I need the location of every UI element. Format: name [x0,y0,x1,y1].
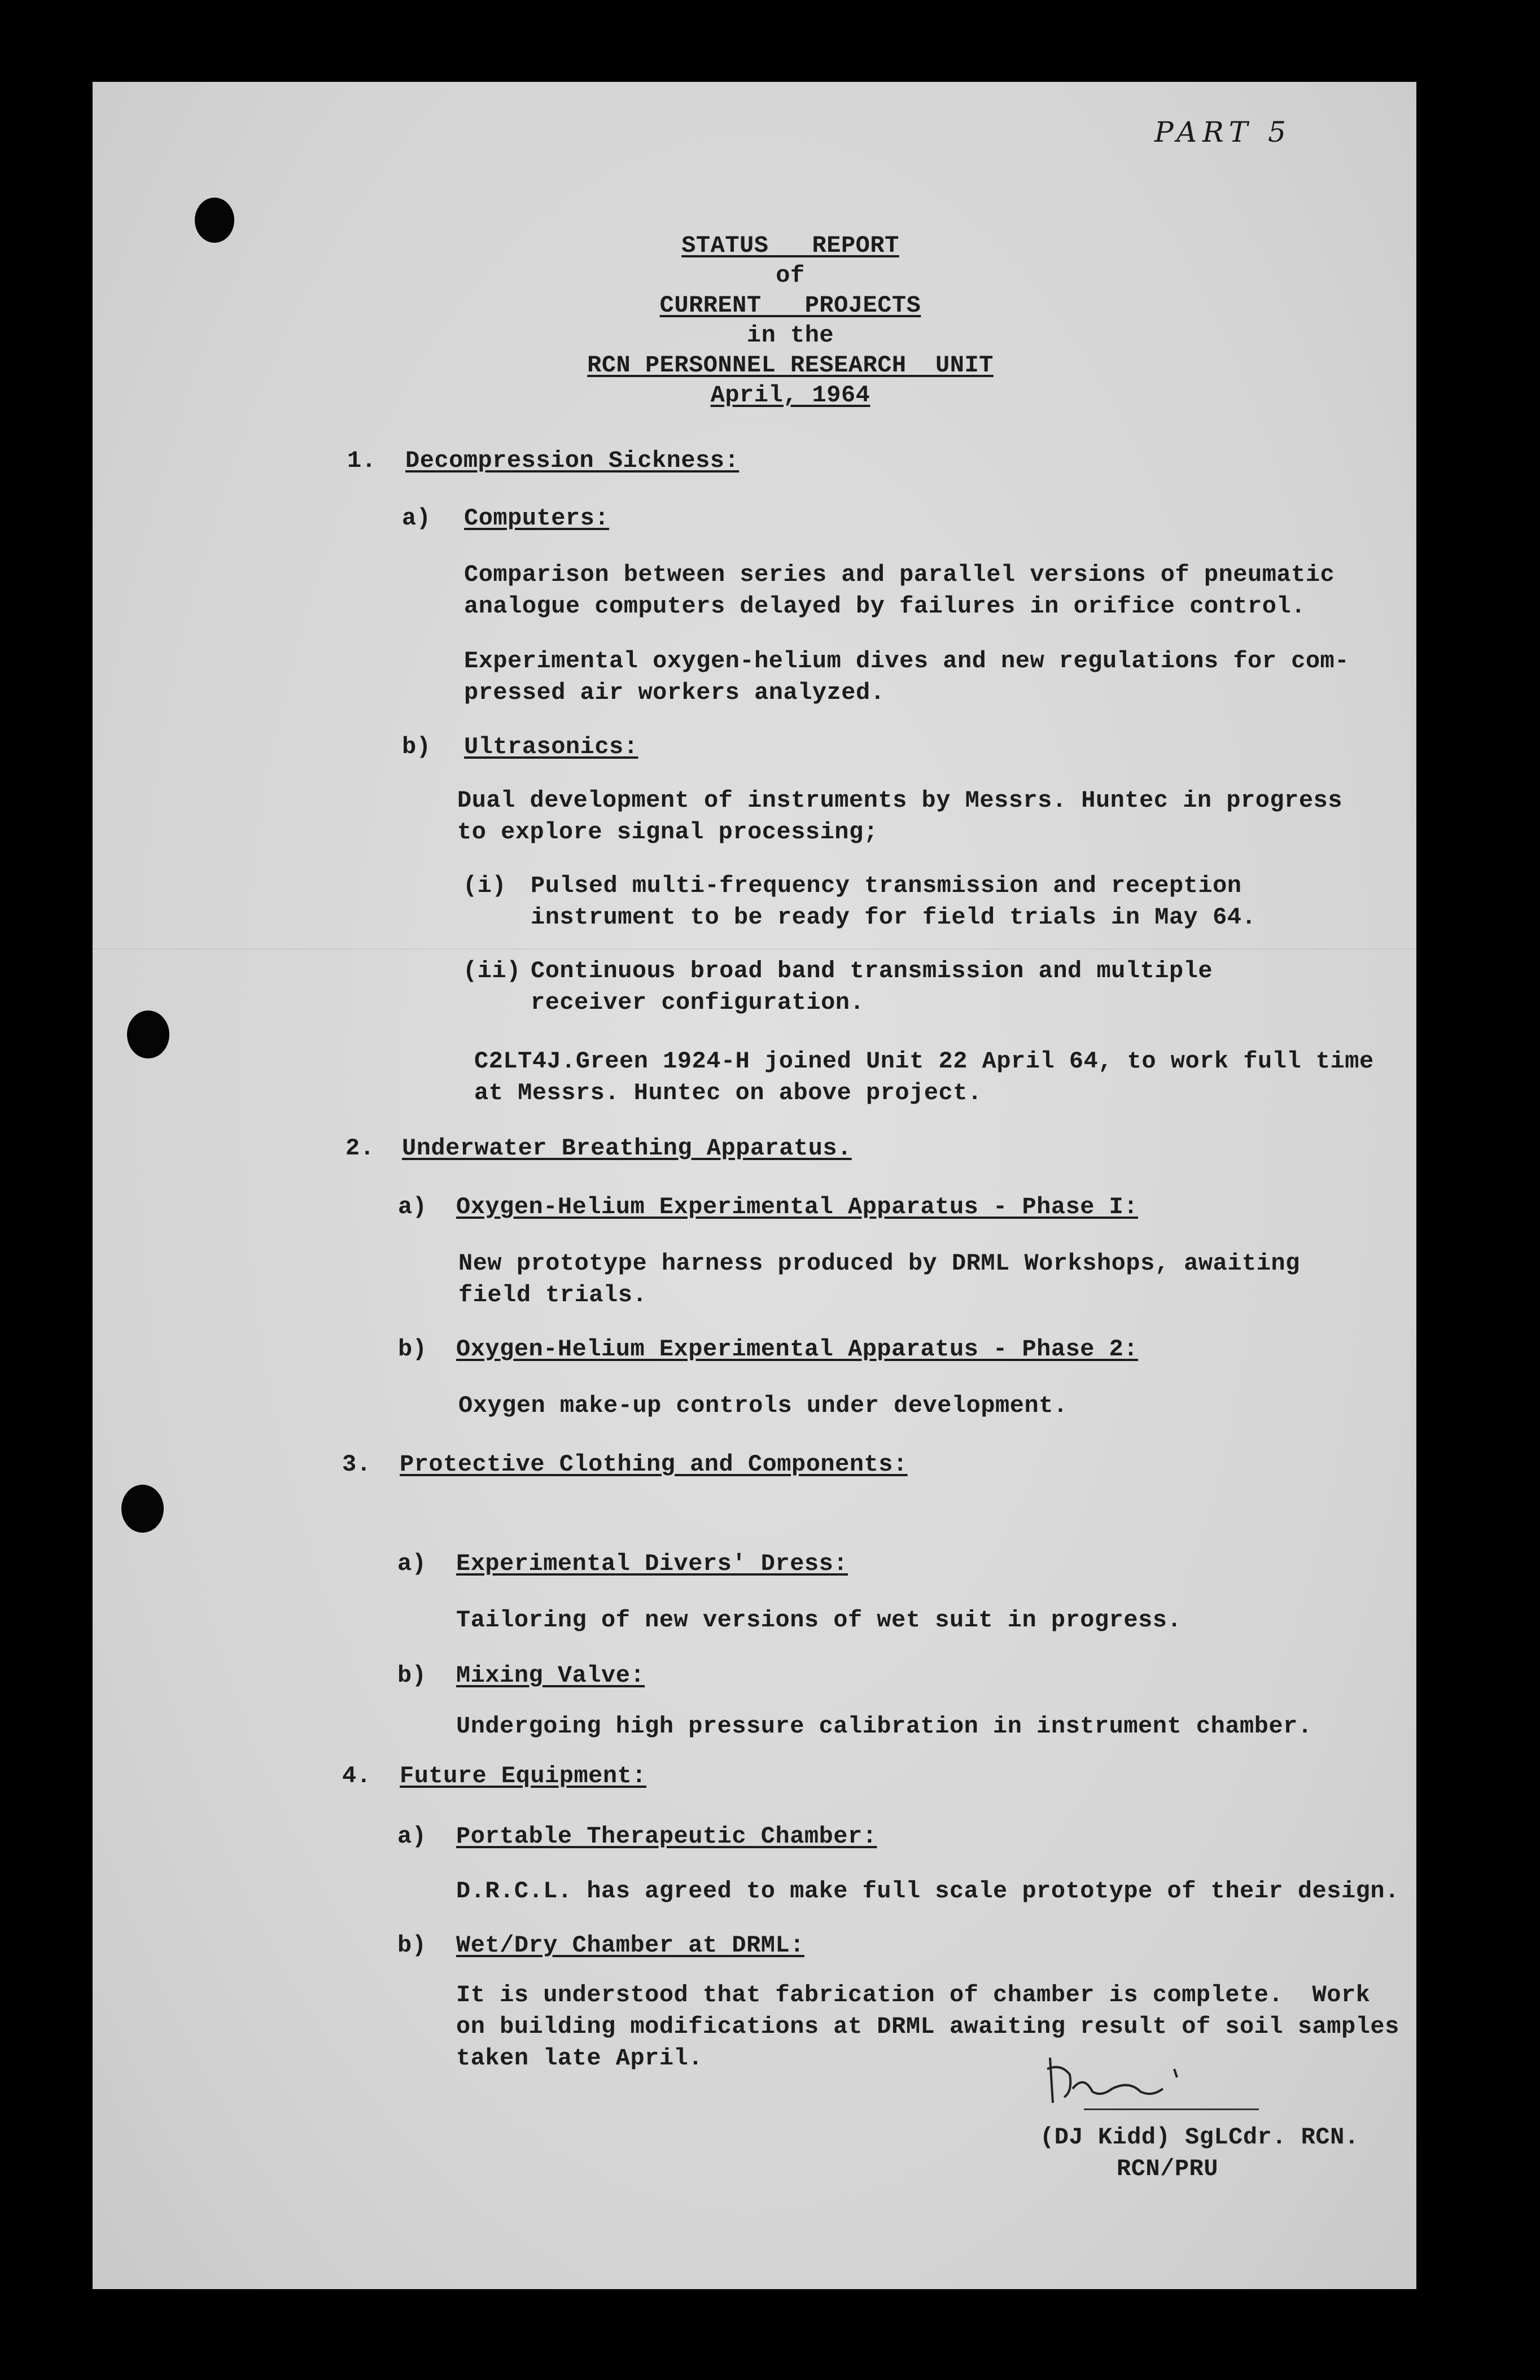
section-2-heading: Underwater Breathing Apparatus. [402,1135,852,1162]
title-line-3: CURRENT PROJECTS [659,292,921,319]
handwritten-signature [1039,2035,1276,2120]
section-4-number: 4. [342,1762,371,1790]
section-2a-para1-line1: New prototype harness produced by DRML Workshops, awaiting [458,1250,1300,1277]
section-1b-item-ii-line2: receiver configuration. [531,989,865,1016]
section-1b-para2-line2: at Messrs. Huntec on above project. [474,1079,982,1106]
section-1b-item-i-label: (i) [463,872,507,899]
punch-hole-top [195,198,234,243]
section-2a-label: a) [398,1193,427,1220]
handwritten-annotation: PART 5 [1154,116,1292,148]
section-2b-para1-line1: Oxygen make-up controls under development. [458,1392,1068,1419]
section-1b-heading: Ultrasonics: [464,733,638,760]
section-1b-item-ii-label: (ii) [463,957,521,985]
section-4-heading: Future Equipment: [400,1762,646,1790]
title-line-6: April, 1964 [710,382,870,409]
section-4a-label: a) [397,1823,427,1850]
fold-line [0,948,1540,950]
punch-hole-lower [121,1485,164,1533]
section-3-number: 3. [342,1451,371,1478]
section-4a-heading: Portable Therapeutic Chamber: [456,1823,877,1850]
title-line-2: of [776,262,805,289]
section-1a-para1-line2: analogue computers delayed by failures in orifice control. [464,593,1306,620]
section-1a-para2-line2: pressed air workers analyzed. [464,679,885,706]
section-3b-heading: Mixing Valve: [456,1662,645,1689]
section-1-heading: Decompression Sickness: [405,447,740,474]
punch-hole-middle [127,1010,169,1058]
section-1b-para2-line1: C2LT4J.Green 1924-H joined Unit 22 April 64, to work full time [474,1048,1374,1075]
signatory-name: (DJ Kidd) SgLCdr. RCN. [1040,2124,1359,2151]
section-2b-heading: Oxygen-Helium Experimental Apparatus - Phase 2: [456,1336,1139,1363]
section-4b-para1-line1: It is understood that fabrication of chamber is complete. Work [456,1981,1371,2009]
section-3-heading: Protective Clothing and Components: [400,1451,908,1478]
section-1a-heading: Computers: [464,505,610,532]
section-4b-para1-line3: taken late April. [456,2045,703,2072]
section-1a-para1-line1: Comparison between series and parallel versions of pneumatic [464,561,1335,588]
section-1b-item-i-line1: Pulsed multi-frequency transmission and reception [531,872,1242,899]
section-2b-label: b) [398,1336,427,1363]
section-2a-heading: Oxygen-Helium Experimental Apparatus - Phase I: [456,1193,1139,1220]
section-1b-item-i-line2: instrument to be ready for field trials in May 64. [531,904,1257,931]
signatory-unit: RCN/PRU [1117,2155,1218,2182]
section-3a-para1-line1: Tailoring of new versions of wet suit in progress. [456,1607,1182,1634]
section-4a-para1-line1: D.R.C.L. has agreed to make full scale prototype of their design. [456,1878,1399,1905]
section-1a-para2-line1: Experimental oxygen-helium dives and new regulations for com- [464,648,1349,675]
section-4b-heading: Wet/Dry Chamber at DRML: [456,1932,804,1959]
section-3b-para1-line1: Undergoing high pressure calibration in instrument chamber. [456,1713,1313,1740]
section-4b-label: b) [397,1932,427,1959]
section-1b-label: b) [402,733,431,760]
section-4b-para1-line2: on building modifications at DRML awaiting result of soil samples [456,2013,1399,2040]
section-1-number: 1. [347,447,377,474]
title-line-4: in the [746,322,834,349]
section-1b-para1-line1: Dual development of instruments by Messrs. Huntec in progress [457,787,1342,814]
title-line-5: RCN PERSONNEL RESEARCH UNIT [587,352,994,379]
section-3b-label: b) [397,1662,427,1689]
section-2-number: 2. [345,1135,375,1162]
section-2a-para1-line2: field trials. [458,1281,648,1309]
section-1a-label: a) [402,505,431,532]
section-1b-item-ii-line1: Continuous broad band transmission and multiple [531,957,1213,985]
section-3a-label: a) [397,1550,427,1577]
section-3a-heading: Experimental Divers' Dress: [456,1550,848,1577]
section-1b-para1-line2: to explore signal processing; [457,819,878,846]
title-line-1: STATUS REPORT [681,232,899,259]
signature-line [1084,2108,1259,2110]
